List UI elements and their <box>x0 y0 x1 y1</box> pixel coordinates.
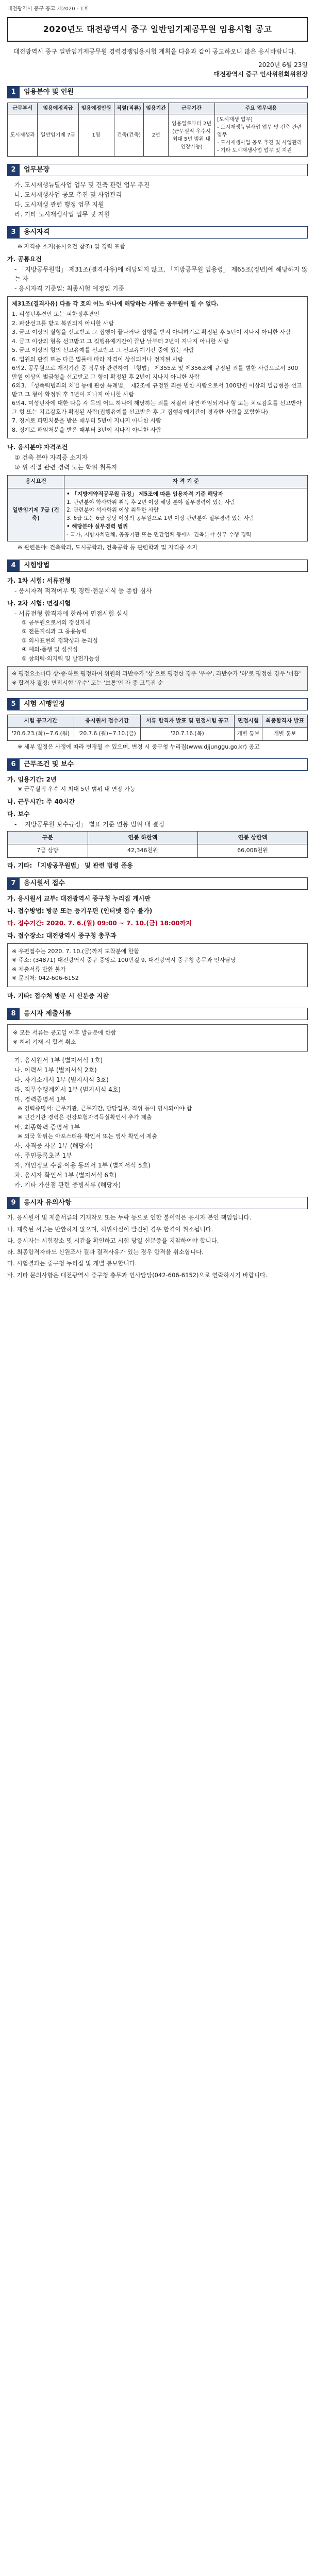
box-line: 6의3. 「성폭력범죄의 처벌 등에 관한 특례법」 제2조에 규정된 죄를 범한 사람으로서 100만원 이상의 벌금형을 선고받고 그 형이 확정된 후 3년이 지나지 아니한 사람 <box>12 382 302 398</box>
subheading: 다. 접수기간: 2020. 7. 6.(월) 09:00 ~ 7. 10.(금) 18:00까지 <box>7 919 192 927</box>
list-item: - 응시자격 적격여부 및 경력·전문지식 등 종합 심사 <box>14 587 152 595</box>
box-line: 2. 파산선고를 받고 복권되지 아니한 사람 <box>12 319 114 327</box>
subheading: 가. 1차 시험: 서류전형 <box>7 577 71 584</box>
subheading: 나. 근무시간: 주 40시간 <box>7 798 75 805</box>
section-note: ※ 경력증명서: 근무기관, 근무기간, 담당업무, 직위 등이 명시되어야 함 <box>18 1105 192 1112</box>
list-item: ① 건축 분야 자격증 소지자 <box>14 454 88 461</box>
list-item: ② 위 직렬 관련 경력 또는 학위 취득자 <box>14 464 118 471</box>
table-header-cell: 응시원서 접수기간 <box>74 715 140 728</box>
table-cell: 개별 통보 <box>235 728 262 741</box>
salary-table <box>7 831 308 858</box>
section-note: ※ 자격증 소지(응시요건 참조) 및 경력 포함 <box>18 243 125 250</box>
table-cell: 66,008천원 <box>197 844 307 858</box>
list-item: ⑤ 창의력·의지력 및 발전가능성 <box>22 655 100 662</box>
table-header-cell: 최종합격자 발표 <box>262 715 308 728</box>
table-header-cell: 연봉 하한액 <box>88 831 197 844</box>
table-row <box>8 844 308 858</box>
list-item: - 「지방공무원 보수규정」 별표 기준 연봉 범위 내 결정 <box>14 820 164 828</box>
criteria-line: 3. 6급 또는 6급 상당 이상의 공무원으로 1년 이상 관련분야 실무경력 있는 사람 <box>67 515 255 521</box>
box-line: ※ 주소: (34871) 대전광역시 중구 중앙로 100번길 9, 대전광역시 중구청 총무과 인사담당 <box>12 957 236 964</box>
subheading: 나. 접수방법: 방문 또는 등기우편 (인터넷 접수 불가) <box>7 907 153 914</box>
list-item: ④ 예의·품행 및 성실성 <box>22 646 78 653</box>
table-cell <box>64 488 308 541</box>
table-row <box>8 488 308 541</box>
documents-notice-box <box>7 1024 308 1052</box>
schedule-table <box>7 715 308 741</box>
list-item: - 서류전형 합격자에 한하여 면접시험 실시 <box>14 609 128 617</box>
list-item: ① 공무원으로서의 정신자세 <box>22 619 91 626</box>
box-line: 4. 금고 이상의 형을 선고받고 그 집행유예기간이 끝난 날부터 2년이 지나지 아니한 사람 <box>12 337 229 345</box>
table-cell: '20.6.23.(화)~7.6.(월) <box>8 728 74 741</box>
section-7-header <box>7 877 308 890</box>
section-note: ※ 민간기관 경력은 건강보험자격득실확인서 추가 제출 <box>18 1114 152 1121</box>
box-line: 6. 법원의 판결 또는 다른 법률에 따라 자격이 상실되거나 정지된 사람 <box>12 355 184 363</box>
list-item: 가. 응시원서 및 제출서류의 기재착오 또는 누락 등으로 인한 불이익은 응시자 본인 책임입니다. <box>7 1214 252 1222</box>
section-title: 응시원서 접수 <box>20 877 308 890</box>
section-number: 5 <box>7 698 20 710</box>
criteria-line: • 「지방계약직공무원 규정」 제5조에 따른 임용자격 기준 해당자 <box>67 490 224 497</box>
section-note: ※ 세부 일정은 사정에 따라 변경될 수 있으며, 변경 시 중구청 누리집(www.djjunggu.go.kr) 공고 <box>18 743 260 750</box>
document-title: 2020년도 대전광역시 중구 일반임기제공무원 임용시험 공고 <box>7 17 308 42</box>
criteria-line: 1. 관련분야 학사학위 취득 후 2년 이상 해당 분야 실무경력이 있는 사람 <box>67 499 236 505</box>
subheading: 나. 응시분야 자격조건 <box>7 444 68 451</box>
table-header-cell: 임용예정인원 <box>78 103 114 114</box>
section-note: ※ 관련분야: 건축학과, 도시공학과, 건축공학 등 관련학과 및 자격증 소지 <box>18 544 197 551</box>
section-title: 응시자 유의사항 <box>20 1197 308 1209</box>
notice-date: 2020년 6월 23일 <box>258 61 308 69</box>
intro-block <box>7 47 308 56</box>
table-header-cell: 구분 <box>8 831 88 844</box>
section-number: 2 <box>7 164 20 176</box>
note-line: ※ 모든 서류는 공고일 이후 발급분에 한함 <box>13 1029 117 1036</box>
table-header-row <box>8 476 308 488</box>
table-header-row <box>8 831 308 844</box>
criteria-line: • 해당분야 실무경력 범위 <box>67 523 128 530</box>
intro-text: 대전광역시 중구 일반임기제공무원 경력경쟁임용시험 계획을 다음과 같이 공고하오니 많은 응시바랍니다. <box>13 48 296 55</box>
list-item: 자. 개인정보 수집·이용 동의서 1부 (별지서식 5호) <box>14 1162 151 1170</box>
section-5-header <box>7 698 308 710</box>
section-title: 근무조건 및 보수 <box>20 758 308 771</box>
table-header-cell: 응시요건 <box>8 476 64 488</box>
section-title: 시험 시행일정 <box>20 698 308 710</box>
subheading: 가. 공통요건 <box>7 255 42 263</box>
list-item: 마. 경력증명서 1부 <box>14 1095 67 1103</box>
list-item: 가. 도시재생뉴딜사업 업무 및 건축 관련 업무 추진 <box>14 181 150 189</box>
box-line: 5. 금고 이상의 형의 선고유예를 선고받고 그 선고유예기간 중에 있는 사람 <box>12 347 194 353</box>
qualification-table <box>7 475 308 541</box>
table-header-row <box>8 103 308 114</box>
table-header-cell: 직렬(직류) <box>114 103 144 114</box>
note-line: ※ 합격자 결정: 면접시험 '우수' 또는 '보통'인 자 중 고득점 순 <box>12 679 163 686</box>
table-cell: 개별 통보 <box>262 728 308 741</box>
table-header-cell: 근무부서 <box>8 103 38 114</box>
position-table <box>7 103 308 157</box>
table-cell: 일반임기제 7급 (건축) <box>8 488 64 541</box>
list-item: 라. 기타 도시재생사업 업무 및 지원 <box>14 211 110 218</box>
section-3-header <box>7 226 308 239</box>
section-title: 응시자격 <box>20 226 308 239</box>
section-9-header <box>7 1197 308 1209</box>
table-header-cell: 근무기간 <box>169 103 215 114</box>
criteria-line: 2. 관련분야 석사학위 이상 취득한 사람 <box>67 507 159 514</box>
section-title: 시험방법 <box>20 560 308 572</box>
list-item: - 「지방공무원법」 제31조(결격사유)에 해당되지 않고, 「지방공무원 임용령」 제65조(정년)에 해당하지 않는 자 <box>14 265 308 282</box>
list-item: 사. 자격증 사본 1부 (해당자) <box>14 1142 93 1150</box>
subheading: 가. 응시원서 교부: 대전광역시 중구청 누리집 게시판 <box>7 894 151 902</box>
list-item: 나. 제출된 서류는 반환하지 않으며, 허위사실이 발견될 경우 합격이 취소됩니다. <box>7 1225 213 1233</box>
list-item: 바. 최종학력 증명서 1부 <box>14 1123 80 1131</box>
table-header-cell: 면접시험 <box>235 715 262 728</box>
table-header-row <box>8 715 308 728</box>
list-item: 나. 도시재생사업 공모 추진 및 사업관리 <box>14 191 122 198</box>
table-cell: '20.7.16.(목) <box>140 728 234 741</box>
box-line: 7. 징계로 파면처분을 받은 때부터 5년이 지나지 아니한 사람 <box>12 417 161 424</box>
section-title: 임용분야 및 인원 <box>20 86 308 98</box>
list-item: 나. 이력서 1부 (별지서식 2호) <box>14 1066 97 1074</box>
table-row <box>8 114 308 157</box>
disqualification-box <box>7 296 308 439</box>
table-header-cell: 연봉 상한액 <box>197 831 307 844</box>
subheading: 가. 임용기간: 2년 <box>7 776 57 784</box>
list-item: 다. 도시재생 관련 행정 업무 지원 <box>14 201 104 208</box>
table-header-cell: 자 격 기 준 <box>64 476 308 488</box>
table-cell: 7급 상당 <box>8 844 88 858</box>
box-line: ※ 문의처: 042-606-6152 <box>12 975 79 982</box>
section-title: 업무분장 <box>20 164 308 176</box>
section-note: ※ 근무실적 우수 시 최대 5년 범위 내 연장 가능 <box>18 786 136 793</box>
table-cell: 42,346천원 <box>88 844 197 858</box>
box-line: 1. 피성년후견인 또는 피한정후견인 <box>12 311 100 317</box>
box-line: 6의4. 미성년자에 대한 다음 각 목의 어느 하나에 해당하는 죄를 저질러 파면·해임되거나 형 또는 치료감호를 선고받아 그 형 또는 치료감호가 확정된 사람(집행유예를 선고받은 후 그 집행유예기간이 경과한 사람을 포함한다) <box>12 400 302 415</box>
box-line: ※ 우편접수는 2020. 7. 10.(금)까지 도착분에 한함 <box>12 947 140 955</box>
signer: 대전광역시 중구 인사위원회위원장 <box>213 71 308 78</box>
table-header-cell: 임용예정직급 <box>38 103 78 114</box>
section-2-header <box>7 164 308 176</box>
caution-list <box>7 1213 308 1280</box>
list-item: 다. 응시자는 시험장소 및 시간을 확인하고 시험 당일 신분증을 지참하여야 합니다. <box>7 1236 219 1244</box>
section-number: 3 <box>7 226 20 239</box>
section-title: 응시자 제출서류 <box>20 1008 308 1020</box>
table-header-cell: 임용기간 <box>144 103 169 114</box>
section-number: 9 <box>7 1197 20 1209</box>
list-item: 다. 자기소개서 1부 (별지서식 3호) <box>14 1076 109 1083</box>
sign-block <box>7 60 308 79</box>
box-heading: 제31조(결격사유) 다음 각 호의 어느 하나에 해당하는 사람은 공무원이 될 수 없다. <box>12 300 219 307</box>
section-number: 6 <box>7 758 20 771</box>
list-item: 아. 주민등록초본 1부 <box>14 1152 72 1160</box>
section-number: 7 <box>7 877 20 890</box>
section-number: 8 <box>7 1008 20 1020</box>
subheading: 다. 보수 <box>7 810 30 818</box>
table-header-cell: 시험 공고기간 <box>8 715 74 728</box>
section-number: 4 <box>7 560 20 572</box>
table-header-cell: 서류 합격자 발표 및 면접시험 공고 <box>140 715 234 728</box>
table-cell: 건축(건축) <box>114 114 144 157</box>
box-line: 6의2. 공무원으로 재직기간 중 직무와 관련하여 「형법」 제355조 및 제356조에 규정된 죄를 범한 사람으로서 300만원 이상의 벌금형을 선고받고 그 형이 확정된 후 2년이 지나지 아니한 사람 <box>12 365 299 380</box>
list-item: ② 전문지식과 그 응용능력 <box>22 628 87 635</box>
subheading: 라. 기타: 「지방공무원법」 및 관련 법령 준용 <box>7 861 133 869</box>
table-header-cell: 주요 업무내용 <box>215 103 308 114</box>
submission-box <box>7 943 308 987</box>
list-item: 라. 최종합격자라도 신원조사 결과 결격사유가 있는 경우 합격을 취소합니다. <box>7 1248 204 1256</box>
table-cell: [도시재생 업무] - 도시재생뉴딜사업 업무 및 건축 관련 업무 - 도시재생사업 공모 추진 및 사업관리 - 기타 도시재생사업 업무 및 지원 <box>215 114 308 157</box>
evaluation-note-box <box>7 666 308 691</box>
section-4-header <box>7 560 308 572</box>
table-row <box>8 728 308 741</box>
list-item: 차. 응시자 확인서 1부 (별지서식 6호) <box>14 1172 117 1179</box>
box-line: ※ 제출서류 반환 불가 <box>12 965 66 973</box>
table-cell: 2년 <box>144 114 169 157</box>
table-cell: 1명 <box>78 114 114 157</box>
table-cell: 일반임기제 7급 <box>38 114 78 157</box>
criteria-line: - 국가, 지방자치단체, 공공기관 또는 민간업체 등에서 건축분야 실무 수행 경력 <box>67 531 252 538</box>
document-number: 대전광역시 중구 공고 제2020 - 1호 <box>7 6 89 12</box>
subheading: 마. 기타: 접수처 방문 시 신분증 지참 <box>7 992 109 999</box>
section-number: 1 <box>7 86 20 98</box>
subheading: 나. 2차 시험: 면접시험 <box>7 599 71 607</box>
section-8-header <box>7 1008 308 1020</box>
subheading: 라. 접수장소: 대전광역시 중구청 총무과 <box>7 931 117 939</box>
list-item: 라. 직무수행계획서 1부 (별지서식 4호) <box>14 1086 121 1093</box>
section-1-header <box>7 86 308 98</box>
list-item: 바. 기타 문의사항은 대전광역시 중구청 총무과 인사담당(042-606-6152)으로 연락하시기 바랍니다. <box>7 1271 268 1279</box>
box-line: 8. 징계로 해임처분을 받은 때부터 3년이 지나지 아니한 사람 <box>12 426 161 433</box>
note-line: ※ 허위 기재 시 합격 취소 <box>13 1039 76 1046</box>
note-line: ※ 평정요소마다 상·중·하로 평정하여 위원의 과반수가 '상'으로 평정한 경우 '우수', 과반수가 '하'로 평정한 경우 '미흡' <box>12 670 301 677</box>
list-item: 가. 응시원서 1부 (별지서식 1호) <box>14 1056 103 1064</box>
list-item: 마. 시험결과는 중구청 누리집 및 개별 통보합니다. <box>7 1260 137 1267</box>
section-note: ※ 외국 학위는 아포스티유 확인서 또는 영사 확인서 제출 <box>18 1132 157 1140</box>
table-cell: 도시재생과 <box>8 114 38 157</box>
table-cell: 임용일로부터 2년 (근무실적 우수시 최대 5년 범위 내 연장가능) <box>169 114 215 157</box>
list-item: 카. 기타 가산점 관련 증빙서류 (해당자) <box>14 1181 121 1189</box>
section-6-header <box>7 758 308 771</box>
box-line: 3. 금고 이상의 실형을 선고받고 그 집행이 끝나거나 집행을 받지 아니하기로 확정된 후 5년이 지나지 아니한 사람 <box>12 329 291 335</box>
list-item: ③ 의사표현의 정확성과 논리성 <box>22 637 98 644</box>
table-cell: '20.7.6.(월)~7.10.(금) <box>74 728 140 741</box>
list-item: - 응시자격 기준일: 최종시험 예정일 기준 <box>14 284 124 292</box>
